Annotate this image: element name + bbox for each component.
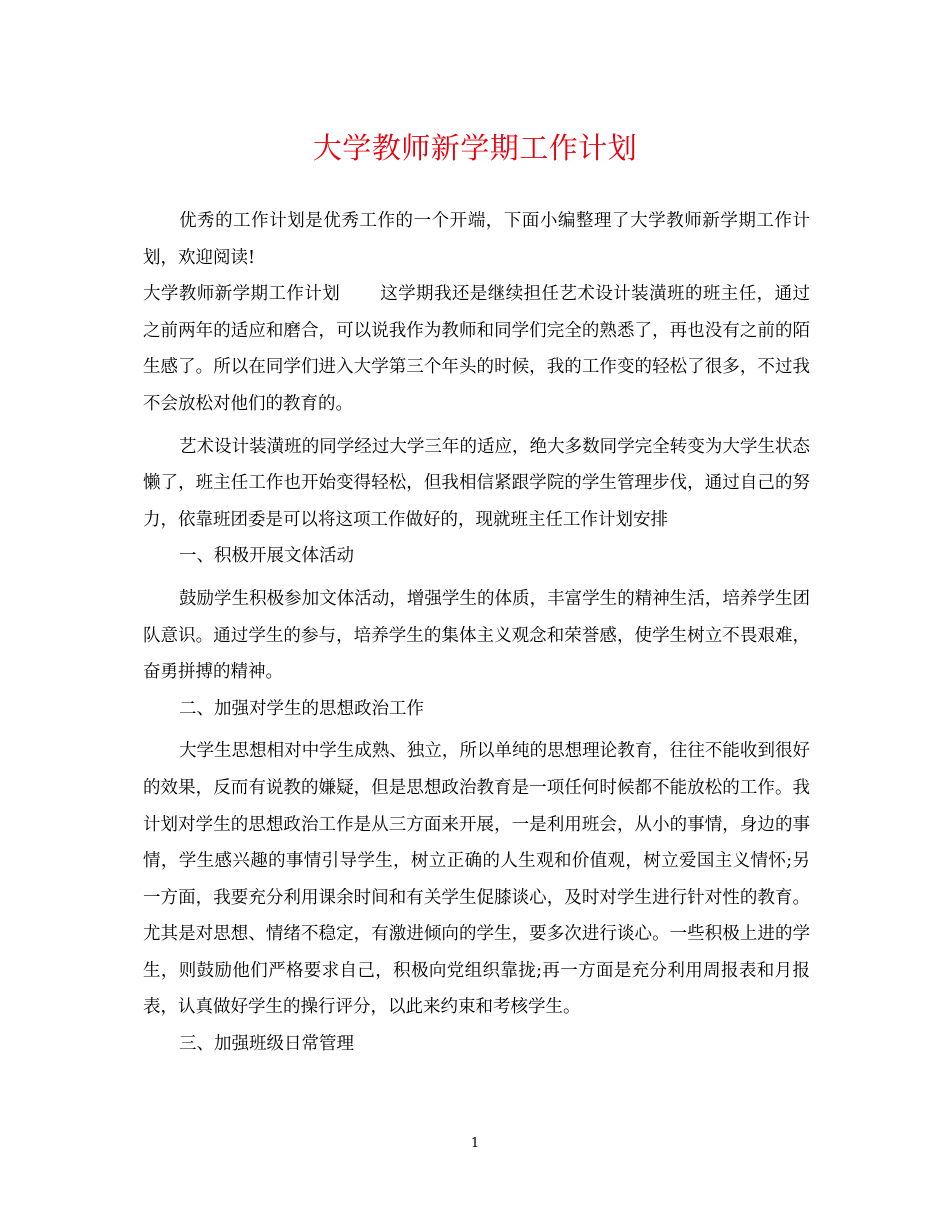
plan-paragraph-text: 这学期我还是继续担任艺术设计装潢班的班主任，通过之前两年的适应和磨合，可以说我作为教师和同学们完全的熟悉了，再也没有之前的陌生感了。所以在同学们进入大学第三个年头的时候，我的工作变的轻松了很多，不过我不会放松对他们的教育的。	[143, 284, 811, 414]
ideology-paragraph: 大学生思想相对中学生成熟、独立，所以单纯的思想理论教育，往往不能收到很好的效果，反而有说教的嫌疑，但是思想政治教育是一项任何时候都不能放松的工作。我计划对学生的思想政治工作是从三方面来开展，一是利用班会，从小的事情，身边的事情，学生感兴趣的事情引导学生，树立正确的人生观和价值观，树立爱国主义情怀;另一方面，我要充分利用课余时间和有关学生促膝谈心，及时对学生进行针对性的教育。尤其是对思想、情绪不稳定，有激进倾向的学生，要多次进行谈心。一些积极上进的学生，则鼓励他们严格要求自己，积极向党组织靠拢;再一方面是充分利用周报表和月报表，认真做好学生的操行评分，以此来约束和考核学生。	[143, 741, 810, 1018]
intro-paragraph: 优秀的工作计划是优秀工作的一个开端，下面小编整理了大学教师新学期工作计划，欢迎阅读!	[143, 211, 810, 268]
section-heading-2: 二、加强对学生的思想政治工作	[179, 698, 424, 719]
document-body	[143, 203, 810, 1063]
section-heading-3: 三、加强班级日常管理	[179, 1034, 354, 1055]
plan-paragraph	[143, 276, 810, 422]
section-heading-1: 一、积极开展文体活动	[179, 546, 354, 567]
inline-plan-title: 大学教师新学期工作计划	[143, 284, 341, 305]
document-title: 大学教师新学期工作计划	[312, 131, 638, 165]
activities-paragraph: 鼓励学生积极参加文体活动，增强学生的体质，丰富学生的精神生活，培养学生团队意识。通过学生的参与，培养学生的集体主义观念和荣誉感，使学生树立不畏艰难，奋勇拼搏的精神。	[143, 588, 810, 683]
page-number: 1	[470, 1136, 480, 1151]
class-paragraph: 艺术设计装潢班的同学经过大学三年的适应，绝大多数同学完全转变为大学生状态懒了，班主任工作也开始变得轻松，但我相信紧跟学院的学生管理步伐，通过自己的努力，依靠班团委是可以将这项工作做好的，现就班主任工作计划安排	[143, 436, 810, 530]
